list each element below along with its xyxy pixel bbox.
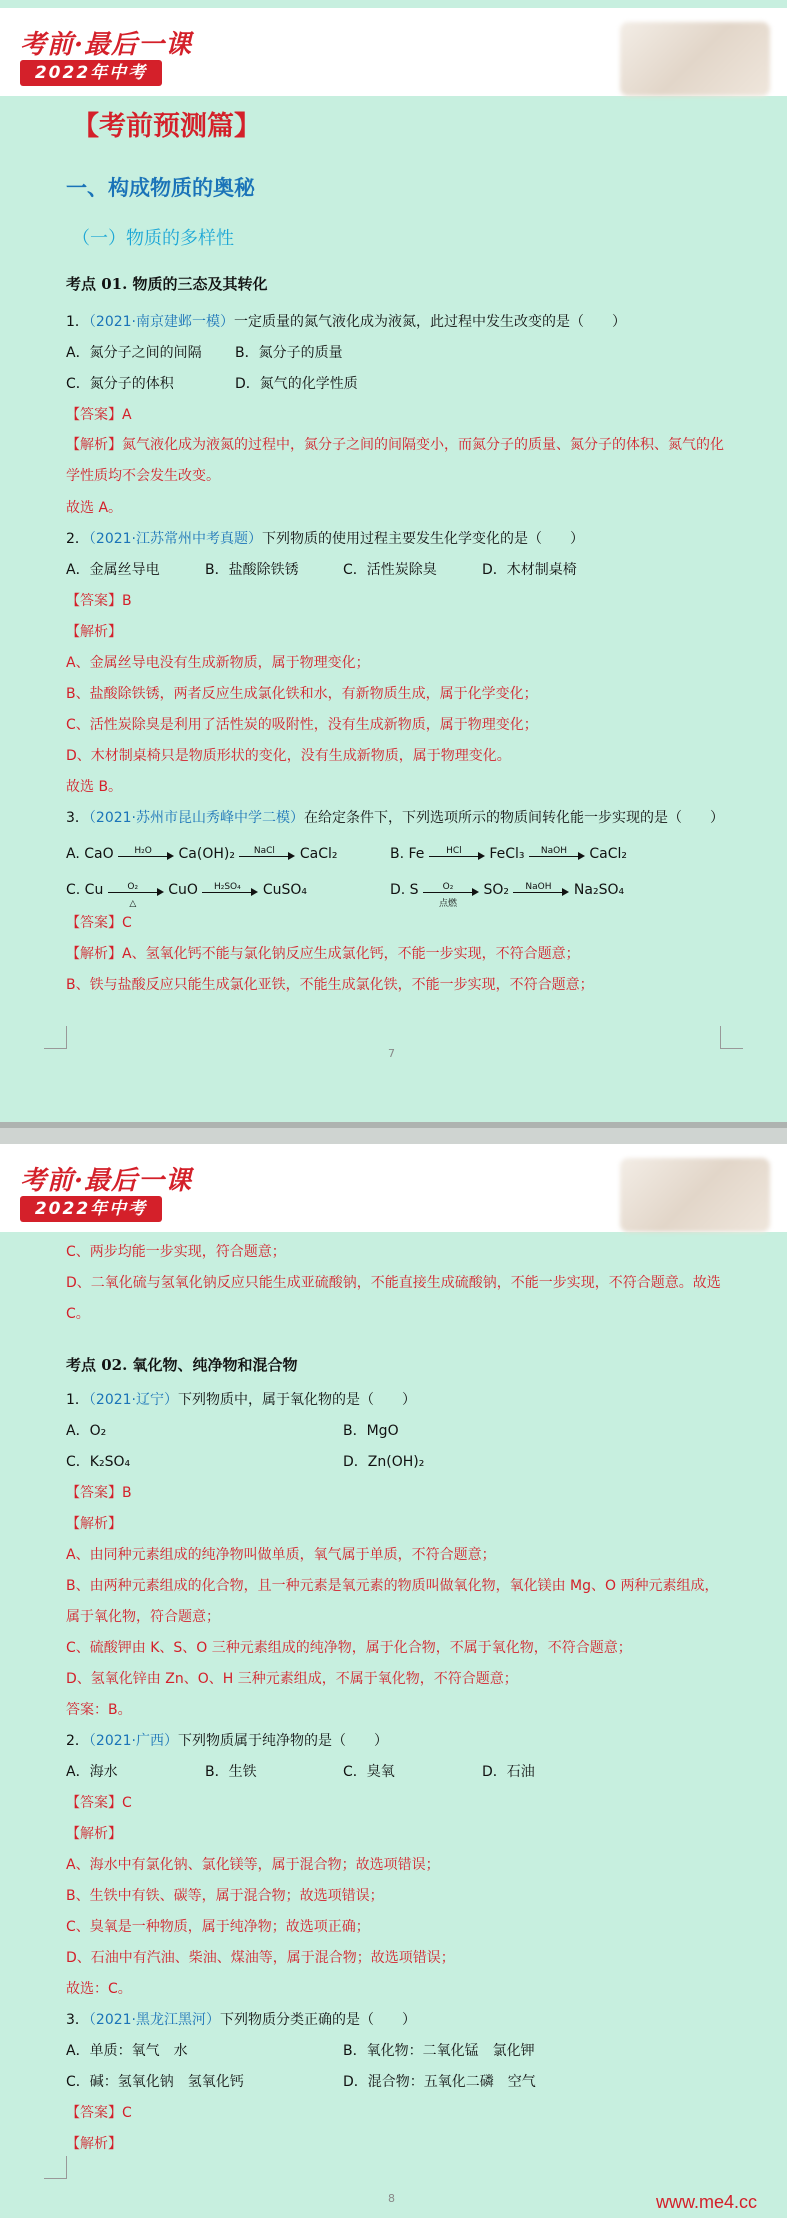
logo-badge: 2022年中考 — [20, 60, 162, 86]
conclusion: 故选：C。 — [66, 1981, 132, 1997]
reactant: B. Fe — [390, 846, 425, 862]
arrow-label: O₂ — [442, 882, 454, 892]
option-c — [66, 880, 307, 909]
option-c: C．K₂SO₄ — [66, 1454, 131, 1470]
product: CaCl₂ — [299, 846, 338, 862]
question-source: （2021·苏州市昆山秀峰中学二模） — [88, 810, 305, 826]
watermark: www.me4.cc — [656, 2192, 758, 2212]
analysis-line: B、生铁中有铁、碳等，属于混合物；故选项错误； — [66, 1888, 384, 1904]
logo-badge: 2022年中考 — [20, 1196, 162, 1222]
knowledge-point-2: 考点 02. 氧化物、纯净物和混合物 — [66, 1356, 298, 1374]
reaction-arrow — [513, 883, 569, 897]
question-3 — [66, 2010, 416, 2030]
option-a — [66, 844, 338, 864]
analysis-line — [66, 944, 580, 964]
question-number: 1． — [66, 1392, 89, 1408]
analysis — [66, 430, 726, 492]
question-stem: 下列物质的使用过程主要发生化学变化的是（ ） — [262, 531, 585, 547]
question-source: （2021·江苏常州中考真题） — [88, 531, 263, 547]
page-title: 【考前预测篇】 — [72, 111, 261, 142]
reaction-arrow — [429, 847, 485, 861]
option-b: B．盐酸除铁锈 — [205, 562, 299, 578]
question-source: （2021·南京建邺一模） — [88, 314, 235, 330]
analysis-line: C。 — [66, 1306, 90, 1322]
analysis-line: B、由两种元素组成的化合物，且一种元素是氧元素的物质叫做氧化物，氧化镁由 Mg、O 两种元素组成， — [66, 1578, 719, 1594]
product: CuSO₄ — [262, 882, 307, 898]
answer: 【答案】B — [66, 1485, 132, 1501]
arrow-condition: △ — [129, 899, 137, 909]
analysis-line: B、盐酸除铁锈，两者反应生成氯化铁和水，有新物质生成，属于化学变化； — [66, 686, 538, 702]
analysis-line: D、二氧化硫与氢氧化钠反应只能生成亚硫酸钠，不能直接生成硫酸钠，不能一步实现，不符合题意。故选 — [66, 1275, 721, 1291]
option-a: A．海水 — [66, 1764, 118, 1780]
arrow-label: NaCl — [253, 846, 275, 856]
analysis-label: 【解析】 — [66, 437, 122, 453]
option-d: D．Zn(OH)₂ — [343, 1454, 425, 1470]
reaction-arrow — [202, 883, 258, 897]
crop-mark — [720, 1026, 743, 1049]
arrow-label: H₂O — [134, 846, 152, 856]
analysis-label: 【解析】 — [66, 946, 122, 962]
analysis-line: D、氢氧化锌由 Zn、O、H 三种元素组成，不属于氧化物，不符合题意； — [66, 1671, 518, 1687]
option-c: C．氮分子的体积 — [66, 376, 174, 392]
arrow-label: O₂ — [127, 882, 139, 892]
analysis-line: 属于氧化物，符合题意； — [66, 1609, 220, 1625]
intermediate: FeCl₃ — [489, 846, 525, 862]
answer: 【答案】B — [66, 593, 132, 609]
option-b: B．生铁 — [205, 1764, 257, 1780]
question-number: 2． — [66, 1733, 89, 1749]
page-number: 8 — [388, 2192, 395, 2205]
conclusion: 答案：B。 — [66, 1702, 132, 1718]
question-number: 2． — [66, 531, 89, 547]
reaction-arrow — [118, 847, 174, 861]
question-stem: 下列物质属于纯净物的是（ ） — [178, 1733, 389, 1749]
page-separator — [0, 1122, 787, 1144]
question-number: 1． — [66, 314, 89, 330]
option-d: D．木材制桌椅 — [482, 562, 577, 578]
question-3 — [66, 808, 724, 828]
blurred-logo-image — [620, 1158, 770, 1232]
intermediate: Ca(OH)₂ — [178, 846, 235, 862]
option-a: A．氮分子之间的间隔 — [66, 345, 202, 361]
page-header — [0, 8, 787, 96]
reaction-arrow — [423, 882, 479, 909]
page-8 — [0, 1144, 787, 2218]
conclusion: 故选 A。 — [66, 500, 123, 516]
analysis-label: 【解析】 — [66, 2136, 122, 2152]
top-strip — [0, 0, 787, 8]
analysis-label: 【解析】 — [66, 624, 122, 640]
reactant: D. S — [390, 882, 419, 898]
crop-mark — [44, 1026, 67, 1049]
option-a: A．O₂ — [66, 1423, 107, 1439]
question-source: （2021·黑龙江黑河） — [88, 2012, 221, 2028]
question-stem: 下列物质分类正确的是（ ） — [220, 2012, 417, 2028]
analysis-label: 【解析】 — [66, 1516, 122, 1532]
question-source: （2021·广西） — [88, 1733, 179, 1749]
blurred-logo-image — [620, 22, 770, 96]
knowledge-point-1: 考点 01. 物质的三态及其转化 — [66, 275, 268, 293]
arrow-label: HCl — [446, 846, 462, 856]
intermediate: SO₂ — [483, 882, 510, 898]
arrow-label: H₂SO₄ — [213, 882, 241, 892]
reactant: A. CaO — [66, 846, 114, 862]
question-stem: 在给定条件下，下列选项所示的物质间转化能一步实现的是（ ） — [304, 810, 725, 826]
reaction-arrow — [529, 847, 585, 861]
question-1 — [66, 312, 626, 332]
analysis-line: A、海水中有氯化钠、氯化镁等，属于混合物；故选项错误； — [66, 1857, 440, 1873]
option-b: B．MgO — [343, 1423, 399, 1439]
question-stem: 一定质量的氮气液化成为液氮，此过程中发生改变的是（ ） — [234, 314, 627, 330]
reaction-arrow — [239, 847, 295, 861]
logo-title: 考前·最后一课 — [20, 1166, 193, 1196]
answer: 【答案】C — [66, 2105, 132, 2121]
intermediate: CuO — [168, 882, 198, 898]
option-d: D．混合物：五氧化二磷 空气 — [343, 2074, 536, 2090]
arrow-label: NaOH — [525, 882, 552, 892]
logo-title: 考前·最后一课 — [20, 30, 193, 60]
option-c: C．碱：氢氧化钠 氢氧化钙 — [66, 2074, 244, 2090]
page-header — [0, 1144, 787, 1232]
arrow-label: NaOH — [540, 846, 567, 856]
product: Na₂SO₄ — [573, 882, 625, 898]
analysis-line: C、臭氧是一种物质，属于纯净物；故选项正确； — [66, 1919, 370, 1935]
analysis-label: 【解析】 — [66, 1826, 122, 1842]
question-1 — [66, 1390, 416, 1410]
analysis-text: A、氢氧化钙不能与氯化钠反应生成氯化钙，不能一步实现，不符合题意； — [122, 946, 580, 962]
option-c: C．活性炭除臭 — [343, 562, 437, 578]
question-2 — [66, 529, 584, 549]
question-source: （2021·辽宁） — [88, 1392, 179, 1408]
product: CaCl₂ — [589, 846, 628, 862]
question-number: 3． — [66, 2012, 89, 2028]
option-d: D．氮气的化学性质 — [235, 376, 358, 392]
option-a: A．金属丝导电 — [66, 562, 160, 578]
question-2 — [66, 1731, 388, 1751]
answer: 【答案】C — [66, 915, 132, 931]
analysis-line: C、硫酸钾由 K、S、O 三种元素组成的纯净物，属于化合物，不属于氧化物，不符合题意； — [66, 1640, 632, 1656]
reactant: C. Cu — [66, 882, 104, 898]
option-c: C．臭氧 — [343, 1764, 395, 1780]
option-b — [390, 844, 627, 864]
option-b: B．氮分子的质量 — [235, 345, 343, 361]
analysis-line: A、由同种元素组成的纯净物叫做单质，氧气属于单质，不符合题意； — [66, 1547, 496, 1563]
page-number: 7 — [388, 1047, 395, 1060]
analysis-line: D、木材制桌椅只是物质形状的变化，没有生成新物质，属于物理变化。 — [66, 748, 511, 764]
reaction-arrow — [108, 882, 164, 909]
analysis-line: C、两步均能一步实现，符合题意； — [66, 1244, 286, 1260]
analysis-line: D、石油中有汽油、柴油、煤油等，属于混合物；故选项错误； — [66, 1950, 455, 1966]
option-d — [390, 880, 625, 909]
conclusion: 故选 B。 — [66, 779, 123, 795]
section-heading: 一、构成物质的奥秘 — [66, 175, 255, 200]
answer: 【答案】A — [66, 407, 132, 423]
analysis-text: 氮气液化成为液氮的过程中，氮分子之间的间隔变小，而氮分子的质量、氮分子的体积、氮气的化学性质均不会发生改变。 — [66, 437, 724, 484]
crop-mark — [44, 2156, 67, 2179]
option-b: B．氧化物：二氧化锰 氯化钾 — [343, 2043, 535, 2059]
analysis-line: B、铁与盐酸反应只能生成氯化亚铁，不能生成氯化铁，不能一步实现，不符合题意； — [66, 977, 594, 993]
analysis-line: A、金属丝导电没有生成新物质，属于物理变化； — [66, 655, 370, 671]
question-number: 3． — [66, 810, 89, 826]
subsection-heading: （一）物质的多样性 — [72, 228, 234, 249]
arrow-condition: 点燃 — [439, 899, 458, 909]
option-d: D．石油 — [482, 1764, 535, 1780]
answer: 【答案】C — [66, 1795, 132, 1811]
question-stem: 下列物质中，属于氧化物的是（ ） — [178, 1392, 417, 1408]
option-a: A．单质：氧气 水 — [66, 2043, 188, 2059]
analysis-line: C、活性炭除臭是利用了活性炭的吸附性，没有生成新物质，属于物理变化； — [66, 717, 538, 733]
